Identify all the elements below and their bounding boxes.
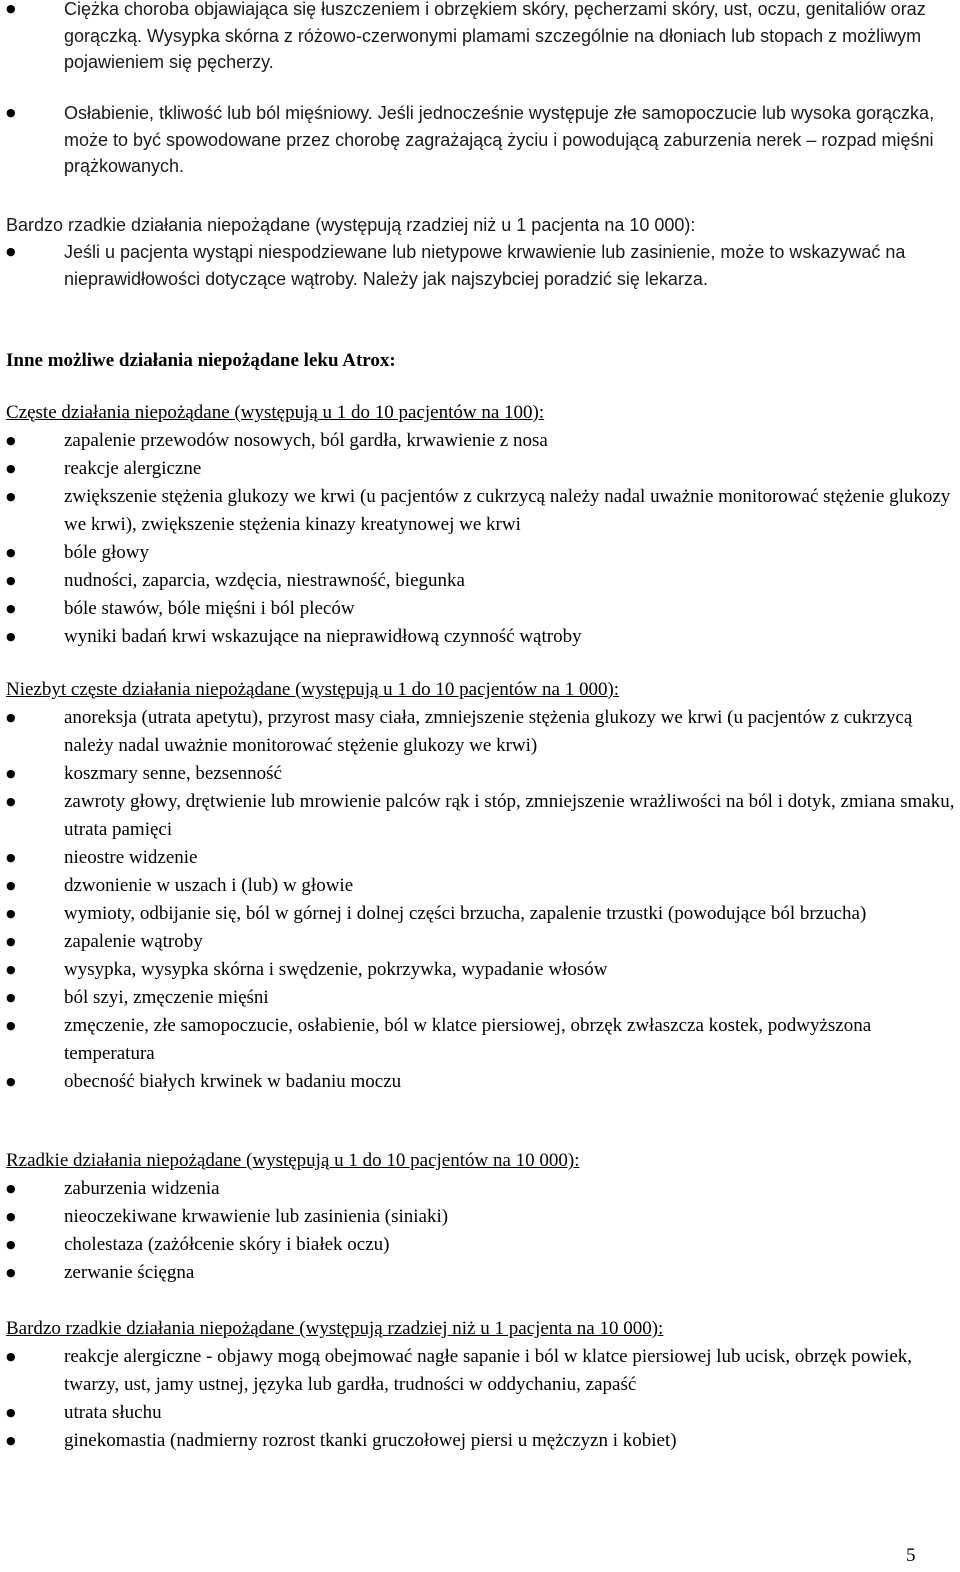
severe-effects-list [0,0,960,180]
list-item: ● zaburzenia widzenia [0,1175,960,1203]
list-item: ● ból szyi, zmęczenie mięśni [0,984,960,1012]
list-item: ● wyniki badań krwi wskazujące na nieprawidłową czynność wątroby [0,623,960,651]
common-list [0,427,960,651]
page-number: 5 [906,1545,916,1566]
severe-effects-list-section [0,0,960,180]
list-item: ● wymioty, odbijanie się, ból w górnej i dolnej części brzucha, zapalenie trzustki (powodujące ból brzucha) [0,900,960,928]
list-item: ● zmęczenie, złe samopoczucie, osłabienie, ból w klatce piersiowej, obrzęk zwłaszcza kostek, podwyższona temperatura [0,1012,960,1068]
list-item: ● anoreksja (utrata apetytu), przyrost masy ciała, zmniejszenie stężenia glukozy we krwi (u pacjentów z cukrzycą należy nadal uważnie monitorować stężenie glukozy we krwi) [0,704,960,760]
very-rare-list-1 [0,239,960,292]
list-item: ● reakcje alergiczne [0,455,960,483]
list-item: ● cholestaza (zażółcenie skóry i białek oczu) [0,1231,960,1259]
list-item: ● bóle głowy [0,539,960,567]
list-item: ● reakcje alergiczne - objawy mogą obejmować nagłe sapanie i ból w klatce piersiowej lub ucisk, obrzęk powiek, twarzy, ust, jamy ustnej, języka lub gardła, trudności w oddychaniu, zapaść [0,1343,960,1399]
section-heading: Częste działania niepożądane (występują u 1 do 10 pacjentów na 100): [6,402,545,423]
list-item: ● Osłabienie, tkliwość lub ból mięśniowy. Jeśli jednocześnie występuje złe samopoczucie lub wysoka gorączka, może to być spowodowane przez chorobę zagrażającą życiu i powodującą zaburzenia nerek – rozpad mięśni prążkowanych. [0,100,960,180]
list-item: ● wysypka, wysypka skórna i swędzenie, pokrzywka, wypadanie włosów [0,956,960,984]
list-item: ● dzwonienie w uszach i (lub) w głowie [0,872,960,900]
list-item: ● bóle stawów, bóle mięśni i ból pleców [0,595,960,623]
list-item: ● nieoczekiwane krwawienie lub zasinienia (siniaki) [0,1203,960,1231]
section-heading: Rzadkie działania niepożądane (występują u 1 do 10 pacjentów na 10 000): [6,1150,580,1171]
very-rare-list-2 [0,1343,960,1455]
list-item: ● zapalenie przewodów nosowych, ból gardła, krwawienie z nosa [0,427,960,455]
section-heading: Niezbyt częste działania niepożądane (występują u 1 do 10 pacjentów na 1 000): [6,679,620,700]
list-item: ● ginekomastia (nadmierny rozrost tkanki gruczołowej piersi u mężczyzn i kobiet) [0,1427,960,1455]
uncommon-list [0,704,960,1096]
section-heading: Bardzo rzadkie działania niepożądane (występują rzadziej niż u 1 pacjenta na 10 000): [6,215,696,235]
list-item: ● obecność białych krwinek w badaniu moczu [0,1068,960,1096]
other-effects-title: Inne możliwe działania niepożądane leku Atrox: [6,350,396,371]
rare-list [0,1175,960,1287]
list-item: ● zapalenie wątroby [0,928,960,956]
list-item: ● nieostre widzenie [0,844,960,872]
list-item: ● Jeśli u pacjenta wystąpi niespodziewane lub nietypowe krwawienie lub zasinienie, może to wskazywać na nieprawidłowości dotyczące wątroby. Należy jak najszybciej poradzić się lekarza. [0,239,960,292]
list-item: ● zerwanie ścięgna [0,1259,960,1287]
list-item: ● zawroty głowy, drętwienie lub mrowienie palców rąk i stóp, zmniejszenie wrażliwości na ból i dotyk, zmiana smaku, utrata pamięci [0,788,960,844]
list-item: ● Ciężka choroba objawiająca się łuszczeniem i obrzękiem skóry, pęcherzami skóry, ust, oczu, genitaliów oraz gorączką. Wysypka skórna z różowo-czerwonymi plamami szczególnie na dłoniach lub stopach z możliwym pojawieniem się pęcherzy. [0,0,960,76]
list-item: ● koszmary senne, bezsenność [0,760,960,788]
list-item: ● zwiększenie stężenia glukozy we krwi (u pacjentów z cukrzycą należy nadal uważnie monitorować stężenie glukozy we krwi), zwiększenie stężenia kinazy kreatynowej we krwi [0,483,960,539]
list-item: ● nudności, zaparcia, wzdęcia, niestrawność, biegunka [0,567,960,595]
list-item: ● utrata słuchu [0,1399,960,1427]
section-heading: Bardzo rzadkie działania niepożądane (występują rzadziej niż u 1 pacjenta na 10 000): [6,1318,664,1339]
